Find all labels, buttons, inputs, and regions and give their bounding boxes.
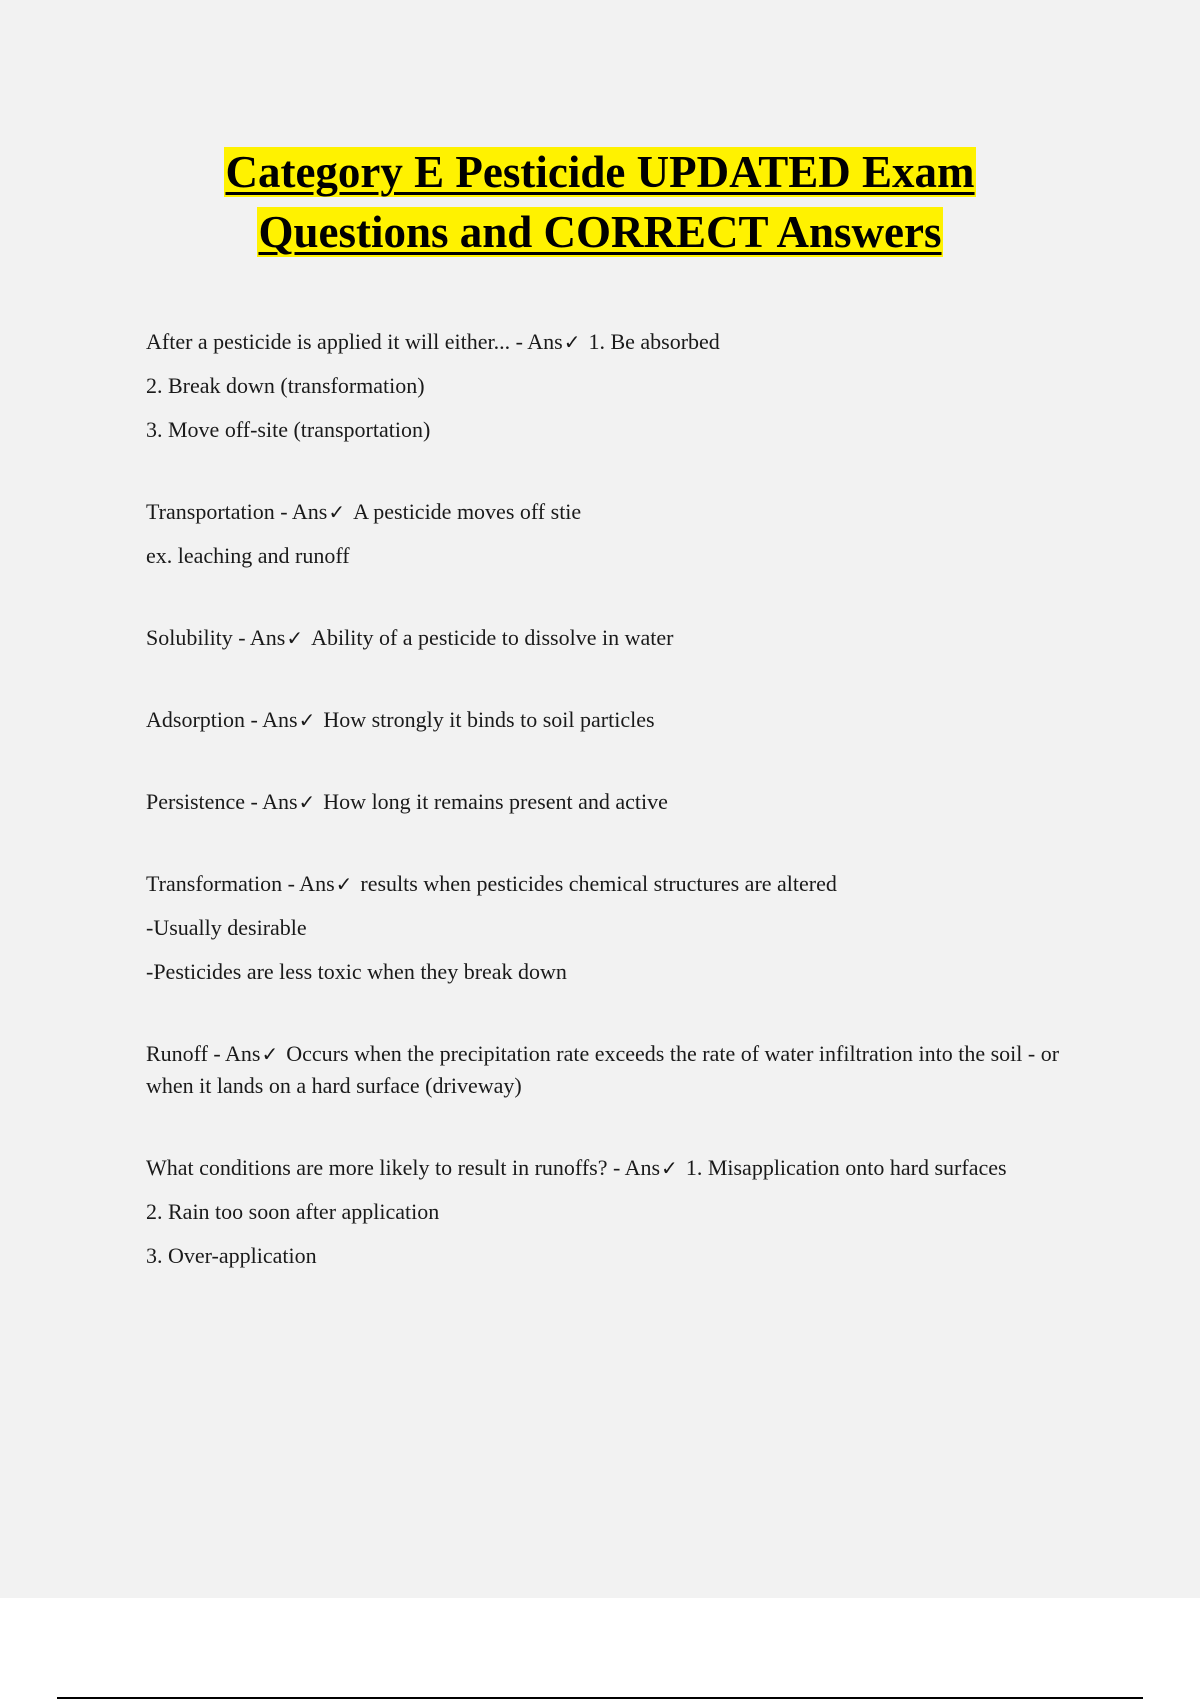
answer-extra-line: 3. Over-application	[146, 1243, 317, 1268]
qa-question-line	[146, 868, 1076, 900]
check-icon: ✓	[328, 500, 346, 524]
qa-item	[146, 704, 1076, 736]
qa-question-line	[146, 326, 1076, 358]
qa-question-line	[146, 704, 1076, 736]
qa-item	[146, 868, 1076, 988]
answer-text: results when pesticides chemical structures are altered	[360, 871, 837, 896]
answer-extra-line: -Usually desirable	[146, 915, 307, 940]
title-line-2: Questions and CORRECT Answers	[258, 207, 942, 257]
question-text: Transformation - Ans	[146, 871, 335, 896]
answer-text: Occurs when the precipitation rate exceeds the rate of water infiltration into the soil - or when it lands on a hard surface (driveway)	[146, 1041, 1060, 1098]
qa-question-line	[146, 622, 1076, 654]
check-icon: ✓	[661, 1156, 678, 1180]
qa-item	[146, 326, 1076, 446]
question-text: Adsorption - Ans	[146, 707, 298, 732]
qa-item	[146, 786, 1076, 818]
question-text: What conditions are more likely to result in runoffs? - Ans	[146, 1155, 661, 1180]
answer-extra-line: 3. Move off-site (transportation)	[146, 417, 431, 442]
check-icon: ✓	[298, 708, 316, 732]
title-line-1: Category E Pesticide UPDATED Exam	[225, 147, 975, 197]
answer-text: Ability of a pesticide to dissolve in water	[311, 625, 674, 650]
question-text: After a pesticide is applied it will either... - Ans	[146, 329, 563, 354]
qa-question-line	[146, 1152, 1076, 1184]
question-text: Transportation - Ans	[146, 499, 328, 524]
question-text: Persistence - Ans	[146, 789, 298, 814]
check-icon: ✓	[335, 872, 353, 896]
answer-extra-line: 2. Break down (transformation)	[146, 373, 425, 398]
qa-item	[146, 496, 1076, 572]
answer-extra-line: ex. leaching and runoff	[146, 543, 350, 568]
qa-question-line	[146, 1038, 1076, 1102]
answer-extra-line: -Pesticides are less toxic when they break down	[146, 959, 567, 984]
answer-text: How strongly it binds to soil particles	[323, 707, 655, 732]
footer-divider	[57, 1697, 1143, 1699]
qa-list	[146, 326, 1076, 1322]
question-text: Runoff - Ans	[146, 1041, 261, 1066]
answer-text: 1. Be absorbed	[588, 329, 720, 354]
qa-question-line	[146, 786, 1076, 818]
question-text: Solubility - Ans	[146, 625, 286, 650]
answer-text: A pesticide moves off stie	[353, 499, 582, 524]
check-icon: ✓	[261, 1042, 279, 1066]
answer-text: 1. Misapplication onto hard surfaces	[685, 1155, 1007, 1180]
qa-item	[146, 1152, 1076, 1272]
qa-item	[146, 1038, 1076, 1102]
check-icon: ✓	[563, 330, 581, 354]
check-icon: ✓	[298, 790, 316, 814]
answer-extra-line: 2. Rain too soon after application	[146, 1199, 440, 1224]
check-icon: ✓	[286, 626, 304, 650]
qa-item	[146, 622, 1076, 654]
document-title	[0, 142, 1200, 262]
qa-question-line	[146, 496, 1076, 528]
answer-text: How long it remains present and active	[323, 789, 668, 814]
